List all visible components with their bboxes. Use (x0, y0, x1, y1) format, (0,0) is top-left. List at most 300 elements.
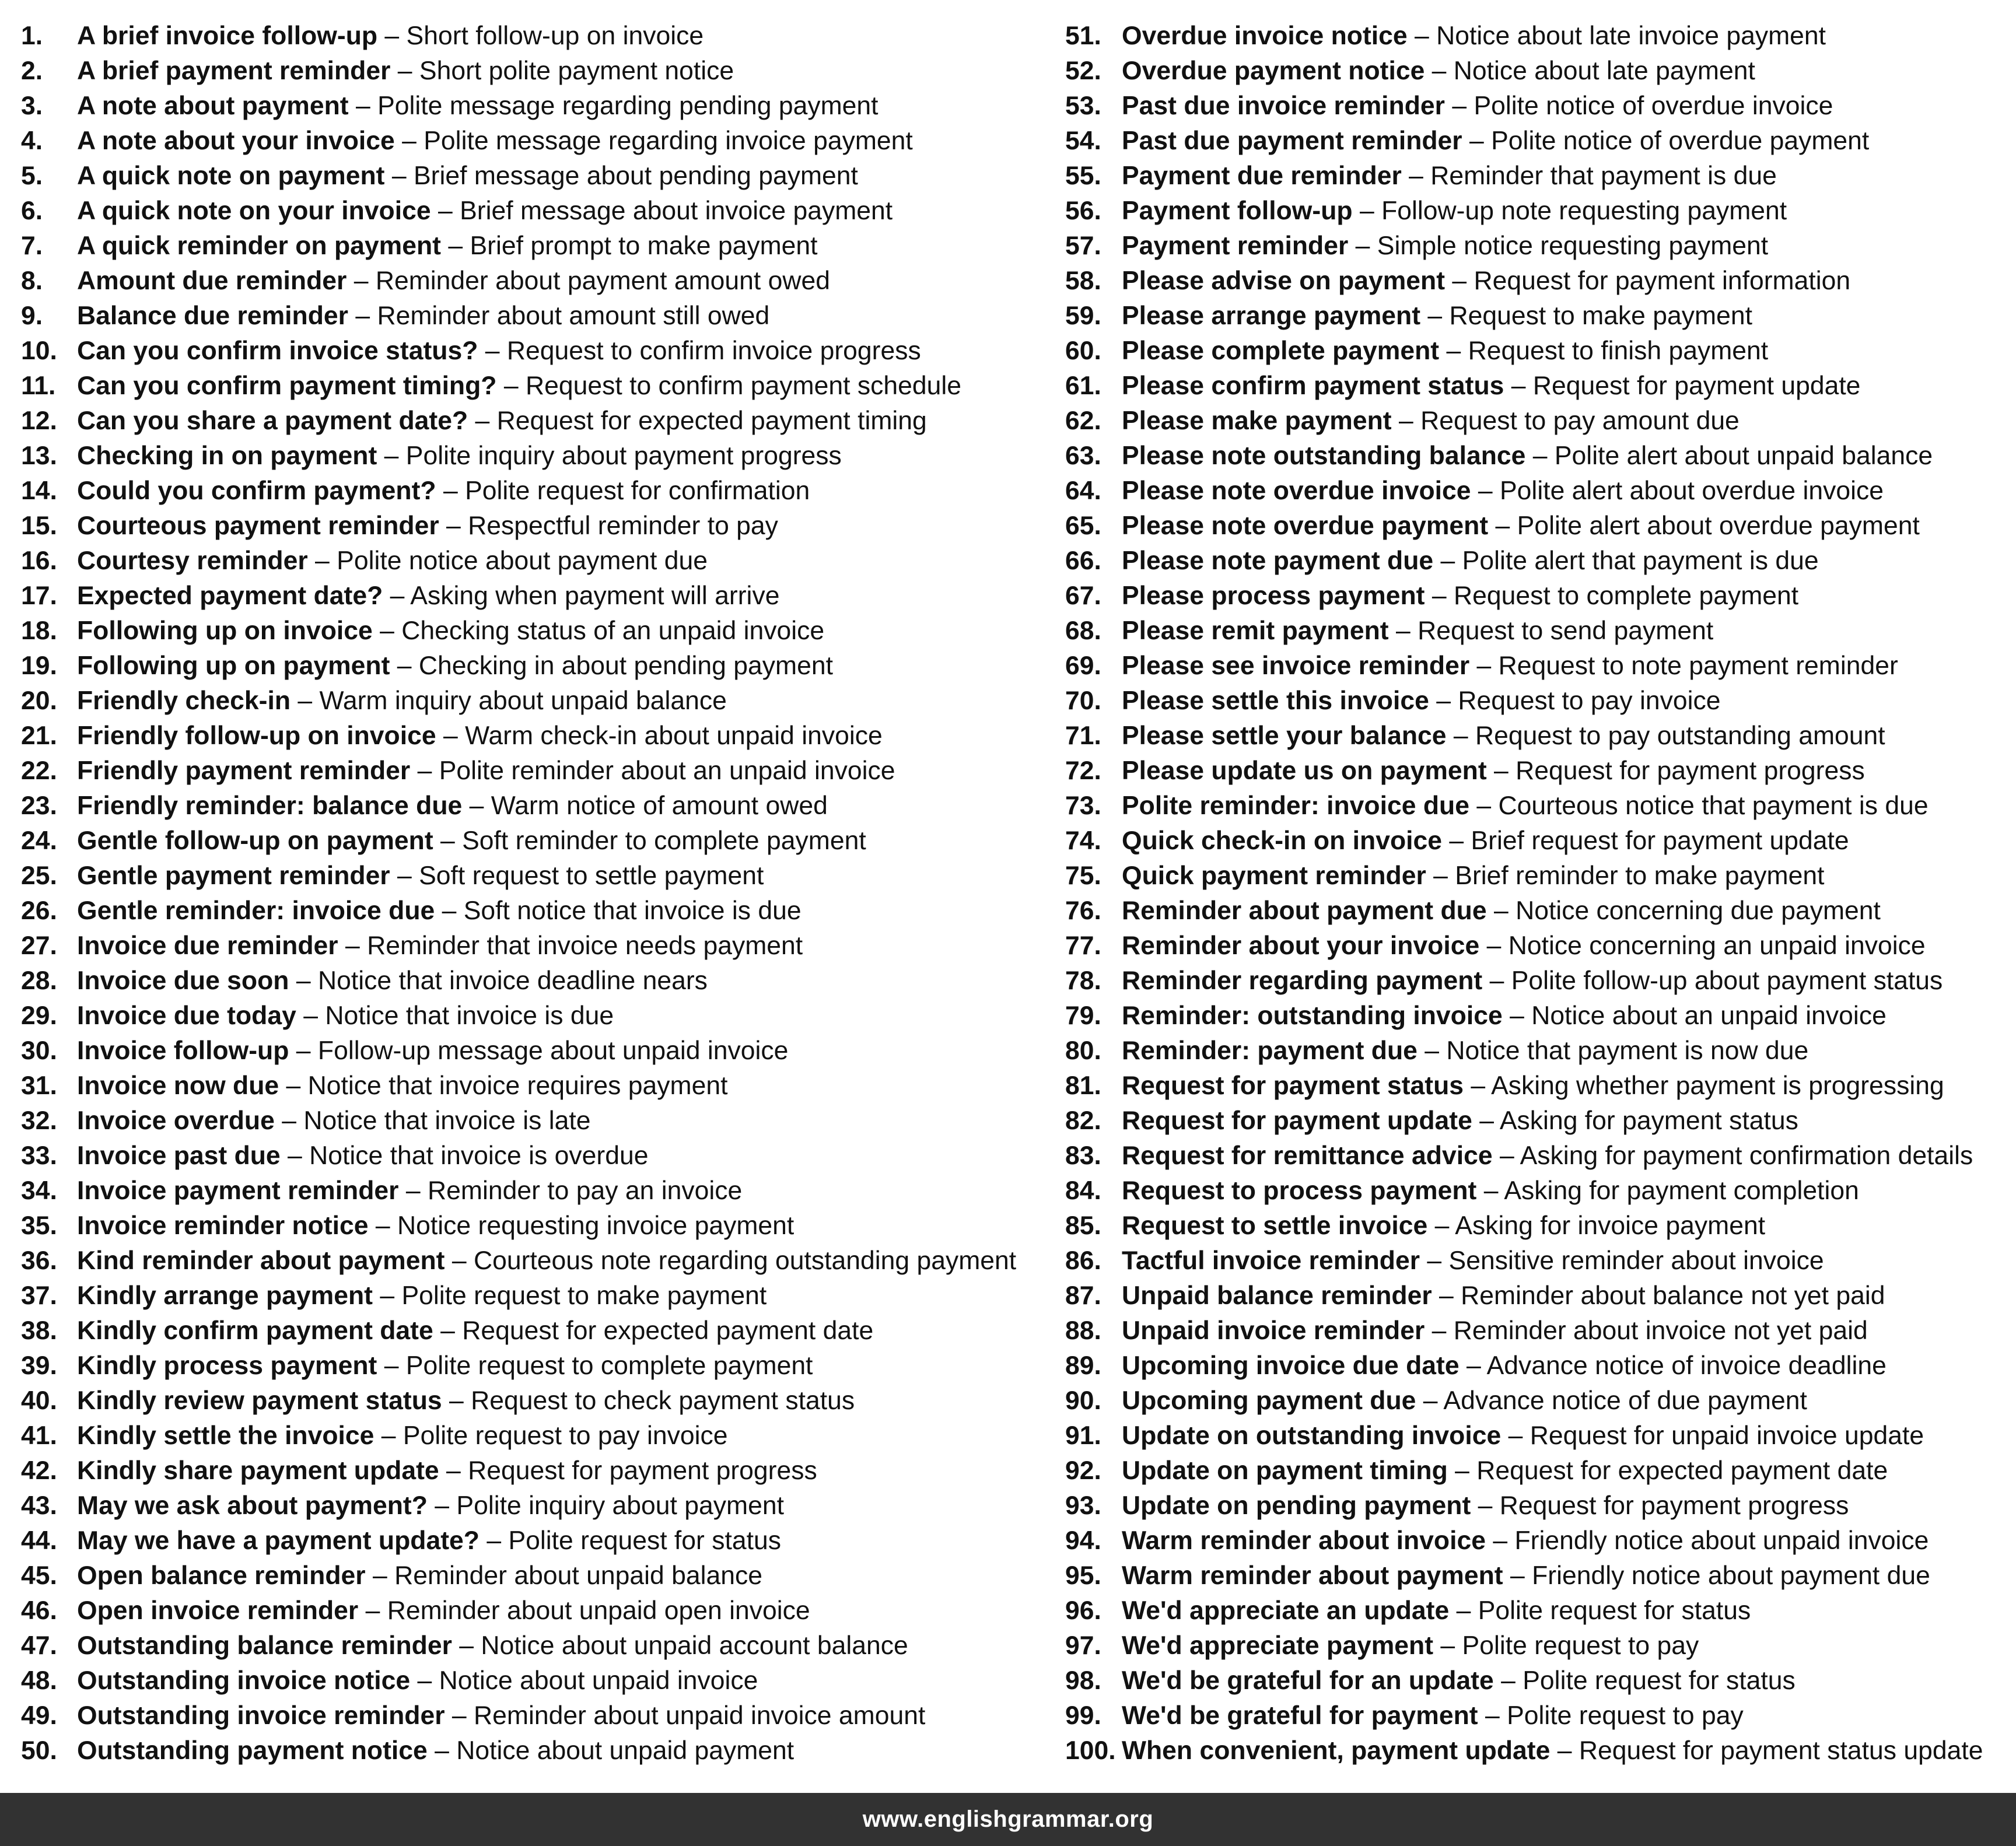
item-number: 43. (21, 1491, 57, 1520)
item-phrase: Update on payment timing (1122, 1456, 1448, 1485)
item-description: Warm notice of amount owed (491, 791, 828, 820)
item-phrase: Invoice now due (77, 1071, 279, 1100)
item-phrase: Balance due reminder (77, 302, 348, 330)
item-number: 75. (1065, 861, 1101, 890)
item-description: Request for payment update (1532, 372, 1861, 400)
item-phrase: Could you confirm payment? (77, 477, 436, 505)
item-separator: – (1493, 1666, 1523, 1695)
item-phrase: Please settle your balance (1122, 721, 1447, 750)
item-separator: – (479, 1526, 509, 1555)
item-description: Notice that invoice deadline nears (317, 966, 708, 995)
footer-website-url: www.englishgrammar.org (862, 1806, 1154, 1832)
item-phrase: Can you share a payment date? (77, 407, 468, 435)
item-phrase: Outstanding payment notice (77, 1736, 428, 1765)
item-separator: – (1420, 302, 1450, 330)
item-description: Notice about unpaid payment (456, 1736, 794, 1765)
item-phrase: Invoice overdue (77, 1106, 275, 1135)
list-item (21, 1453, 817, 1488)
item-separator: – (1416, 1386, 1444, 1415)
item-description: Advance notice of due payment (1443, 1386, 1807, 1415)
list-item (21, 439, 842, 474)
list-item (1065, 509, 1920, 544)
item-separator: – (279, 1071, 308, 1100)
item-separator: – (1482, 966, 1511, 995)
item-phrase: Invoice past due (77, 1141, 281, 1170)
list-item (21, 579, 779, 614)
item-description: Soft reminder to complete payment (462, 826, 866, 855)
item-separator: – (289, 1036, 318, 1065)
item-description: Reminder that payment is due (1430, 162, 1777, 190)
item-number: 36. (21, 1246, 57, 1275)
item-number: 96. (1065, 1596, 1101, 1625)
list-item (21, 1663, 758, 1698)
item-separator: – (1446, 721, 1476, 750)
item-phrase: A brief invoice follow-up (77, 22, 378, 50)
list-item (21, 1593, 810, 1628)
list-item (21, 229, 818, 264)
item-description: Notice concerning an unpaid invoice (1508, 931, 1926, 960)
list-item (21, 999, 614, 1034)
list-item (21, 1628, 908, 1663)
item-separator: – (433, 1316, 463, 1345)
item-description: Follow-up note requesting payment (1381, 197, 1787, 225)
item-description: Respectful reminder to pay (468, 512, 778, 540)
list-item (21, 544, 708, 579)
item-number: 28. (21, 966, 57, 995)
item-separator: – (1348, 232, 1377, 260)
item-separator: – (1492, 1141, 1520, 1170)
item-description: Request for expected payment date (1476, 1456, 1888, 1485)
item-description: Polite alert that payment is due (1462, 547, 1819, 575)
item-separator: – (1502, 1001, 1532, 1030)
item-number: 95. (1065, 1561, 1101, 1590)
item-number: 52. (1065, 57, 1101, 85)
item-description: Notice about late payment (1453, 57, 1755, 85)
list-item (1065, 19, 1826, 54)
list-item (1065, 1558, 1930, 1593)
list-item (1065, 404, 1740, 439)
item-separator: – (1503, 1561, 1532, 1590)
list-item (1065, 264, 1850, 299)
list-item (1065, 1733, 1983, 1768)
item-phrase: We'd appreciate an update (1122, 1596, 1450, 1625)
list-item (1065, 89, 1833, 124)
item-number: 89. (1065, 1351, 1101, 1380)
item-number: 10. (21, 337, 57, 365)
item-number: 6. (21, 197, 43, 225)
item-number: 69. (1065, 651, 1101, 680)
item-separator: – (1486, 756, 1516, 785)
item-separator: – (444, 1246, 474, 1275)
list-item (21, 1418, 727, 1453)
item-number: 41. (21, 1421, 57, 1450)
item-number: 67. (1065, 582, 1101, 610)
item-description: Polite alert about overdue payment (1517, 512, 1920, 540)
item-separator: – (440, 232, 470, 260)
list-item (21, 684, 727, 719)
item-number: 11. (21, 372, 56, 400)
item-separator: – (1485, 1526, 1515, 1555)
item-description: Polite notice of overdue invoice (1474, 92, 1833, 120)
item-phrase: Warm reminder about invoice (1122, 1526, 1486, 1555)
list-item (21, 1488, 784, 1523)
list-item (1065, 159, 1777, 194)
list-item (21, 1698, 925, 1733)
item-number: 94. (1065, 1526, 1101, 1555)
item-phrase: Invoice reminder notice (77, 1211, 369, 1240)
item-number: 58. (1065, 267, 1101, 295)
item-number: 66. (1065, 547, 1101, 575)
list-item (1065, 1348, 1887, 1383)
item-separator: – (1401, 162, 1431, 190)
item-number: 93. (1065, 1491, 1101, 1520)
item-description: Polite follow-up about payment status (1511, 966, 1943, 995)
item-separator: – (452, 1631, 481, 1660)
item-description: Reminder about unpaid balance (394, 1561, 762, 1590)
list-item (1065, 789, 1929, 824)
item-phrase: Please note overdue payment (1122, 512, 1489, 540)
item-description: Advance notice of invoice deadline (1486, 1351, 1887, 1380)
list-item (21, 54, 734, 89)
list-item (21, 19, 704, 54)
item-separator: – (1550, 1736, 1579, 1765)
item-separator: – (398, 1176, 428, 1205)
item-description: Request to confirm payment schedule (525, 372, 961, 400)
item-description: Polite request to pay (1507, 1701, 1744, 1730)
item-description: Request to check payment status (471, 1386, 855, 1415)
list-item (1065, 1453, 1888, 1488)
item-description: Polite request to make payment (401, 1281, 767, 1310)
list-item (21, 1034, 788, 1069)
item-number: 31. (21, 1071, 57, 1100)
item-phrase: Reminder about your invoice (1122, 931, 1480, 960)
list-item (1065, 194, 1787, 229)
item-phrase: Please settle this invoice (1122, 686, 1429, 715)
item-description: Brief message about pending payment (413, 162, 858, 190)
list-item (1065, 299, 1752, 334)
item-phrase: Courteous payment reminder (77, 512, 439, 540)
item-phrase: Open balance reminder (77, 1561, 366, 1590)
list-item (1065, 1139, 1973, 1174)
item-separator: – (439, 512, 468, 540)
item-number: 12. (21, 407, 57, 435)
item-number: 68. (1065, 616, 1101, 645)
item-phrase: Please advise on payment (1122, 267, 1446, 295)
item-number: 21. (21, 721, 57, 750)
item-description: Request for payment information (1474, 267, 1851, 295)
item-phrase: Invoice due soon (77, 966, 289, 995)
item-separator: – (1432, 1281, 1461, 1310)
list-item (1065, 369, 1860, 404)
item-number: 72. (1065, 756, 1101, 785)
item-description: Sensitive reminder about invoice (1448, 1246, 1824, 1275)
item-number: 1. (21, 22, 43, 50)
item-description: Brief reminder to make payment (1455, 861, 1825, 890)
item-separator: – (1471, 477, 1500, 505)
item-separator: – (1504, 372, 1533, 400)
item-separator: – (1525, 442, 1555, 470)
list-item (21, 194, 892, 229)
item-description: Friendly notice about payment due (1532, 1561, 1930, 1590)
item-number: 98. (1065, 1666, 1101, 1695)
item-number: 92. (1065, 1456, 1101, 1485)
item-number: 59. (1065, 302, 1101, 330)
item-separator: – (348, 92, 378, 120)
item-number: 88. (1065, 1316, 1101, 1345)
item-separator: – (478, 337, 507, 365)
list-item (21, 404, 927, 439)
item-description: Checking status of an unpaid invoice (401, 616, 825, 645)
item-phrase: A quick note on your invoice (77, 197, 431, 225)
item-separator: – (307, 547, 337, 575)
list-item (1065, 124, 1869, 159)
item-phrase: Invoice due today (77, 1001, 296, 1030)
item-number: 55. (1065, 162, 1101, 190)
list-item (1065, 614, 1713, 649)
item-number: 57. (1065, 232, 1101, 260)
list-item (21, 1348, 813, 1383)
item-number: 22. (21, 756, 57, 785)
item-number: 63. (1065, 442, 1101, 470)
item-number: 56. (1065, 197, 1101, 225)
item-number: 40. (21, 1386, 57, 1415)
item-phrase: Gentle follow-up on payment (77, 826, 433, 855)
item-phrase: Payment follow-up (1122, 197, 1353, 225)
item-separator: – (1469, 791, 1499, 820)
item-phrase: Please update us on payment (1122, 756, 1487, 785)
list-item (1065, 1174, 1859, 1209)
list-item (1065, 1418, 1924, 1453)
item-separator: – (377, 1351, 406, 1380)
item-separator: – (290, 686, 320, 715)
item-phrase: We'd be grateful for an update (1122, 1666, 1494, 1695)
list-item (21, 124, 913, 159)
list-item (1065, 334, 1768, 369)
list-item (21, 1383, 855, 1418)
item-separator: – (1462, 127, 1492, 155)
item-description: Polite request to complete payment (405, 1351, 813, 1380)
item-separator: – (274, 1106, 304, 1135)
item-separator: – (436, 721, 466, 750)
item-separator: – (444, 1701, 474, 1730)
list-item (1065, 1698, 1744, 1733)
item-separator: – (1407, 22, 1437, 50)
item-phrase: Please note overdue invoice (1122, 477, 1471, 505)
item-description: Brief message about invoice payment (460, 197, 893, 225)
item-separator: – (390, 57, 419, 85)
item-number: 80. (1065, 1036, 1101, 1065)
item-separator: – (427, 1491, 457, 1520)
item-number: 37. (21, 1281, 57, 1310)
item-description: Request for payment progress (1499, 1491, 1849, 1520)
list-item (1065, 1243, 1824, 1278)
item-separator: – (496, 372, 526, 400)
item-number: 29. (21, 1001, 57, 1030)
item-phrase: Request to process payment (1122, 1176, 1477, 1205)
list-item (1065, 54, 1755, 89)
list-item (21, 1313, 873, 1348)
item-separator: – (462, 791, 491, 820)
item-phrase: Invoice due reminder (77, 931, 338, 960)
item-phrase: Request for payment update (1122, 1106, 1472, 1135)
list-item (21, 929, 803, 964)
list-item (21, 859, 764, 894)
item-phrase: Request to settle invoice (1122, 1211, 1428, 1240)
list-item (1065, 579, 1798, 614)
item-description: Notice about late invoice payment (1436, 22, 1826, 50)
item-number: 34. (21, 1176, 57, 1205)
list-item (1065, 1488, 1849, 1523)
item-description: Notice that invoice is late (303, 1106, 591, 1135)
item-number: 83. (1065, 1141, 1101, 1170)
item-separator: – (338, 931, 368, 960)
list-item (21, 789, 828, 824)
item-phrase: Outstanding invoice reminder (77, 1701, 445, 1730)
item-number: 45. (21, 1561, 57, 1590)
list-item (21, 614, 824, 649)
item-phrase: Please note payment due (1122, 547, 1434, 575)
item-description: Notice that invoice is overdue (309, 1141, 649, 1170)
item-description: Polite request for status (508, 1526, 781, 1555)
item-number: 64. (1065, 477, 1101, 505)
item-description: Request for unpaid invoice update (1530, 1421, 1924, 1450)
item-description: Notice that invoice is due (325, 1001, 614, 1030)
list-item (21, 334, 921, 369)
item-separator: – (1427, 1211, 1455, 1240)
item-phrase: Unpaid balance reminder (1122, 1281, 1432, 1310)
item-description: Simple notice requesting payment (1377, 232, 1769, 260)
item-phrase: We'd appreciate payment (1122, 1631, 1434, 1660)
item-separator: – (1472, 1106, 1500, 1135)
item-description: Polite alert about overdue invoice (1500, 477, 1884, 505)
item-description: Soft request to settle payment (419, 861, 764, 890)
list-item (21, 1069, 727, 1104)
list-item (1065, 1209, 1765, 1243)
item-number: 19. (21, 651, 57, 680)
item-separator: – (280, 1141, 310, 1170)
item-separator: – (390, 651, 419, 680)
item-description: Short polite payment notice (419, 57, 734, 85)
item-number: 51. (1065, 22, 1101, 50)
list-item (21, 1209, 794, 1243)
item-number: 49. (21, 1701, 57, 1730)
list-item (21, 509, 778, 544)
item-separator: – (436, 477, 466, 505)
list-item (1065, 649, 1898, 684)
item-number: 16. (21, 547, 57, 575)
list-item (21, 1104, 591, 1139)
item-description: Friendly notice about unpaid invoice (1514, 1526, 1929, 1555)
item-description: Notice requesting invoice payment (397, 1211, 794, 1240)
list-item (1065, 1383, 1807, 1418)
list-item (1065, 684, 1721, 719)
list-item (1065, 1523, 1929, 1558)
item-number: 54. (1065, 127, 1101, 155)
item-description: Polite request to pay (1462, 1631, 1699, 1660)
item-separator: – (296, 1001, 326, 1030)
item-number: 87. (1065, 1281, 1101, 1310)
item-separator: – (390, 861, 419, 890)
item-description: Request to pay invoice (1458, 686, 1721, 715)
item-phrase: Payment reminder (1122, 232, 1349, 260)
item-number: 2. (21, 57, 43, 85)
item-separator: – (365, 1561, 395, 1590)
item-number: 3. (21, 92, 43, 120)
list-item (21, 824, 866, 859)
item-separator: – (1449, 1596, 1478, 1625)
item-description: Reminder about invoice not yet paid (1453, 1316, 1868, 1345)
item-separator: – (1488, 512, 1517, 540)
item-number: 81. (1065, 1071, 1101, 1100)
item-number: 46. (21, 1596, 57, 1625)
list-item (21, 369, 961, 404)
item-separator: – (1417, 1036, 1447, 1065)
list-item (1065, 439, 1933, 474)
item-phrase: Kindly review payment status (77, 1386, 442, 1415)
item-separator: – (1429, 686, 1458, 715)
list-item (1065, 1034, 1808, 1069)
item-description: Request to confirm invoice progress (506, 337, 921, 365)
item-phrase: Friendly reminder: balance due (77, 791, 463, 820)
item-separator: – (410, 756, 439, 785)
item-number: 77. (1065, 931, 1101, 960)
item-description: Request to make payment (1449, 302, 1752, 330)
item-number: 84. (1065, 1176, 1101, 1205)
item-number: 71. (1065, 721, 1101, 750)
item-number: 73. (1065, 791, 1101, 820)
item-separator: – (1471, 1491, 1500, 1520)
item-number: 8. (21, 267, 43, 295)
item-number: 26. (21, 896, 57, 925)
item-number: 70. (1065, 686, 1101, 715)
list-item (21, 719, 883, 754)
list-item (1065, 894, 1881, 929)
item-phrase: Kindly process payment (77, 1351, 377, 1380)
item-separator: – (427, 1736, 457, 1765)
item-description: Polite alert about unpaid balance (1554, 442, 1933, 470)
item-number: 13. (21, 442, 57, 470)
item-number: 4. (21, 127, 43, 155)
item-phrase: Please arrange payment (1122, 302, 1421, 330)
item-phrase: Past due invoice reminder (1122, 92, 1445, 120)
item-description: Checking in about pending payment (418, 651, 833, 680)
item-description: Request for expected payment date (462, 1316, 874, 1345)
item-phrase: Friendly check-in (77, 686, 290, 715)
item-description: Notice about an unpaid invoice (1531, 1001, 1887, 1030)
item-phrase: Please process payment (1122, 582, 1425, 610)
item-separator: – (1424, 57, 1454, 85)
item-description: Reminder about balance not yet paid (1461, 1281, 1885, 1310)
list-item (1065, 1663, 1796, 1698)
item-separator: – (358, 1596, 387, 1625)
item-separator: – (442, 1386, 471, 1415)
item-phrase: Kindly settle the invoice (77, 1421, 374, 1450)
item-separator: – (1464, 1071, 1492, 1100)
list-item (1065, 719, 1885, 754)
item-number: 15. (21, 512, 57, 540)
item-separator: – (1352, 197, 1382, 225)
item-separator: – (1501, 1421, 1530, 1450)
item-number: 38. (21, 1316, 57, 1345)
item-number: 50. (21, 1736, 57, 1765)
item-phrase: Reminder: outstanding invoice (1122, 1001, 1503, 1030)
list-item (21, 264, 830, 299)
item-phrase: Kindly arrange payment (77, 1281, 373, 1310)
item-description: Notice about unpaid account balance (481, 1631, 908, 1660)
item-description: Polite notice of overdue payment (1491, 127, 1870, 155)
item-phrase: Quick check-in on invoice (1122, 826, 1442, 855)
item-phrase: Kindly share payment update (77, 1456, 439, 1485)
